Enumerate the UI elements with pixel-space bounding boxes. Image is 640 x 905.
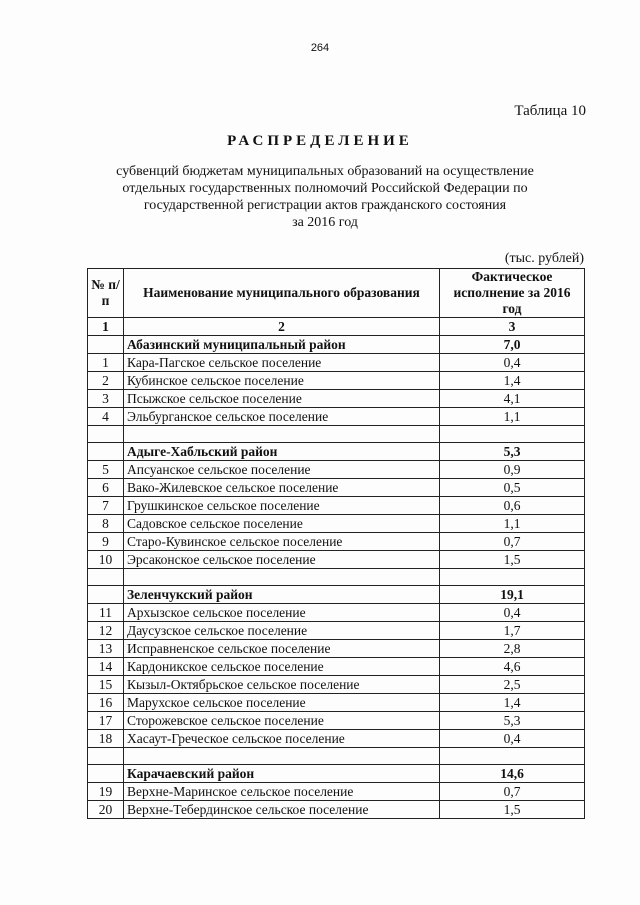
district-row [88, 336, 585, 354]
row-number: 6 [88, 479, 124, 497]
row-name: Верхне-Тебердинское сельское поселение [124, 801, 440, 819]
unit-note: (тыс. рублей) [504, 251, 584, 266]
table-header-row [88, 269, 585, 318]
row-value: 4,1 [440, 390, 585, 408]
row-name: Адыге-Хабльский район [124, 443, 440, 461]
table-row [88, 515, 585, 533]
row-number [88, 443, 124, 461]
table-label: Таблица 10 [514, 103, 586, 119]
row-name: Хасаут-Греческое сельское поселение [124, 730, 440, 748]
row-number: 7 [88, 497, 124, 515]
row-value: 1,4 [440, 372, 585, 390]
row-value: 7,0 [440, 336, 585, 354]
table-row [88, 408, 585, 426]
row-value: 1,1 [440, 515, 585, 533]
header-num: № п/п [88, 269, 124, 318]
row-name [124, 569, 440, 586]
row-number: 5 [88, 461, 124, 479]
row-name: Вако-Жилевское сельское поселение [124, 479, 440, 497]
row-number: 11 [88, 604, 124, 622]
table-row [88, 354, 585, 372]
table-row [88, 497, 585, 515]
row-number: 20 [88, 801, 124, 819]
column-number: 1 [88, 318, 124, 336]
table-row [88, 533, 585, 551]
document-title: РАСПРЕДЕЛЕНИЕ [227, 133, 413, 149]
row-name: Кызыл-Октябрьское сельское поселение [124, 676, 440, 694]
row-name: Псыжское сельское поселение [124, 390, 440, 408]
row-name: Архызское сельское поселение [124, 604, 440, 622]
row-value: 1,7 [440, 622, 585, 640]
row-value: 0,4 [440, 604, 585, 622]
table-row [88, 604, 585, 622]
spacer-row [88, 748, 585, 765]
row-value: 1,1 [440, 408, 585, 426]
row-name: Апсуанское сельское поселение [124, 461, 440, 479]
table-row [88, 622, 585, 640]
table-row [88, 551, 585, 569]
row-value: 1,5 [440, 801, 585, 819]
row-value: 1,4 [440, 694, 585, 712]
row-value [440, 426, 585, 443]
header-name: Наименование муниципального образования [124, 269, 440, 318]
row-name: Исправненское сельское поселение [124, 640, 440, 658]
row-value: 0,7 [440, 533, 585, 551]
row-number: 2 [88, 372, 124, 390]
row-number [88, 748, 124, 765]
row-number [88, 569, 124, 586]
row-name: Абазинский муниципальный район [124, 336, 440, 354]
row-number [88, 765, 124, 783]
row-name: Карачаевский район [124, 765, 440, 783]
subtitle-line: за 2016 год [292, 215, 358, 230]
row-number [88, 426, 124, 443]
column-number: 2 [124, 318, 440, 336]
row-number: 8 [88, 515, 124, 533]
row-name: Старо-Кувинское сельское поселение [124, 533, 440, 551]
row-number: 15 [88, 676, 124, 694]
table-row [88, 712, 585, 730]
row-value: 0,5 [440, 479, 585, 497]
row-value: 5,3 [440, 712, 585, 730]
subtitle-line: государственной регистрации актов гражданского состояния [143, 198, 507, 213]
spacer-row [88, 426, 585, 443]
table-row [88, 801, 585, 819]
row-number: 4 [88, 408, 124, 426]
row-name: Грушкинское сельское поселение [124, 497, 440, 515]
row-value: 4,6 [440, 658, 585, 676]
row-value: 0,7 [440, 783, 585, 801]
row-number: 17 [88, 712, 124, 730]
row-value: 1,5 [440, 551, 585, 569]
row-value: 19,1 [440, 586, 585, 604]
row-number: 19 [88, 783, 124, 801]
row-value: 0,4 [440, 354, 585, 372]
row-value [440, 569, 585, 586]
district-row [88, 443, 585, 461]
row-name: Кубинское сельское поселение [124, 372, 440, 390]
row-name: Марухское сельское поселение [124, 694, 440, 712]
row-value: 5,3 [440, 443, 585, 461]
row-number [88, 336, 124, 354]
table-row [88, 676, 585, 694]
page-number: 264 [310, 42, 330, 54]
row-name: Садовское сельское поселение [124, 515, 440, 533]
row-number [88, 586, 124, 604]
row-name: Кара-Пагское сельское поселение [124, 354, 440, 372]
row-name: Эрсаконское сельское поселение [124, 551, 440, 569]
spacer-row [88, 569, 585, 586]
subtitle-line: субвенций бюджетам муниципальных образований на осуществление [116, 164, 534, 179]
table-body [88, 336, 585, 819]
column-number: 3 [440, 318, 585, 336]
table-row [88, 461, 585, 479]
row-name: Даусузское сельское поселение [124, 622, 440, 640]
subvention-table [87, 268, 585, 819]
row-name: Кардоникское сельское поселение [124, 658, 440, 676]
table-row [88, 479, 585, 497]
district-row [88, 765, 585, 783]
table-row [88, 640, 585, 658]
row-name [124, 748, 440, 765]
header-value: Фактическое исполнение за 2016 год [440, 269, 585, 318]
subtitle-line: отдельных государственных полномочий Российской Федерации по [122, 181, 528, 196]
row-value [440, 748, 585, 765]
row-number: 13 [88, 640, 124, 658]
table-row [88, 372, 585, 390]
row-number: 10 [88, 551, 124, 569]
row-value: 0,9 [440, 461, 585, 479]
district-row [88, 586, 585, 604]
row-number: 18 [88, 730, 124, 748]
row-name: Сторожевское сельское поселение [124, 712, 440, 730]
table-row [88, 783, 585, 801]
row-value: 2,8 [440, 640, 585, 658]
table-row [88, 694, 585, 712]
row-name: Зеленчукский район [124, 586, 440, 604]
row-value: 14,6 [440, 765, 585, 783]
document-subtitle [90, 163, 560, 231]
row-number: 14 [88, 658, 124, 676]
row-number: 1 [88, 354, 124, 372]
row-value: 2,5 [440, 676, 585, 694]
row-value: 0,4 [440, 730, 585, 748]
row-name [124, 426, 440, 443]
row-name: Верхне-Маринское сельское поселение [124, 783, 440, 801]
column-number-row [88, 318, 585, 336]
row-value: 0,6 [440, 497, 585, 515]
row-number: 9 [88, 533, 124, 551]
row-number: 12 [88, 622, 124, 640]
table-row [88, 658, 585, 676]
row-name: Эльбурганское сельское поселение [124, 408, 440, 426]
row-number: 16 [88, 694, 124, 712]
row-number: 3 [88, 390, 124, 408]
table-row [88, 730, 585, 748]
table-row [88, 390, 585, 408]
